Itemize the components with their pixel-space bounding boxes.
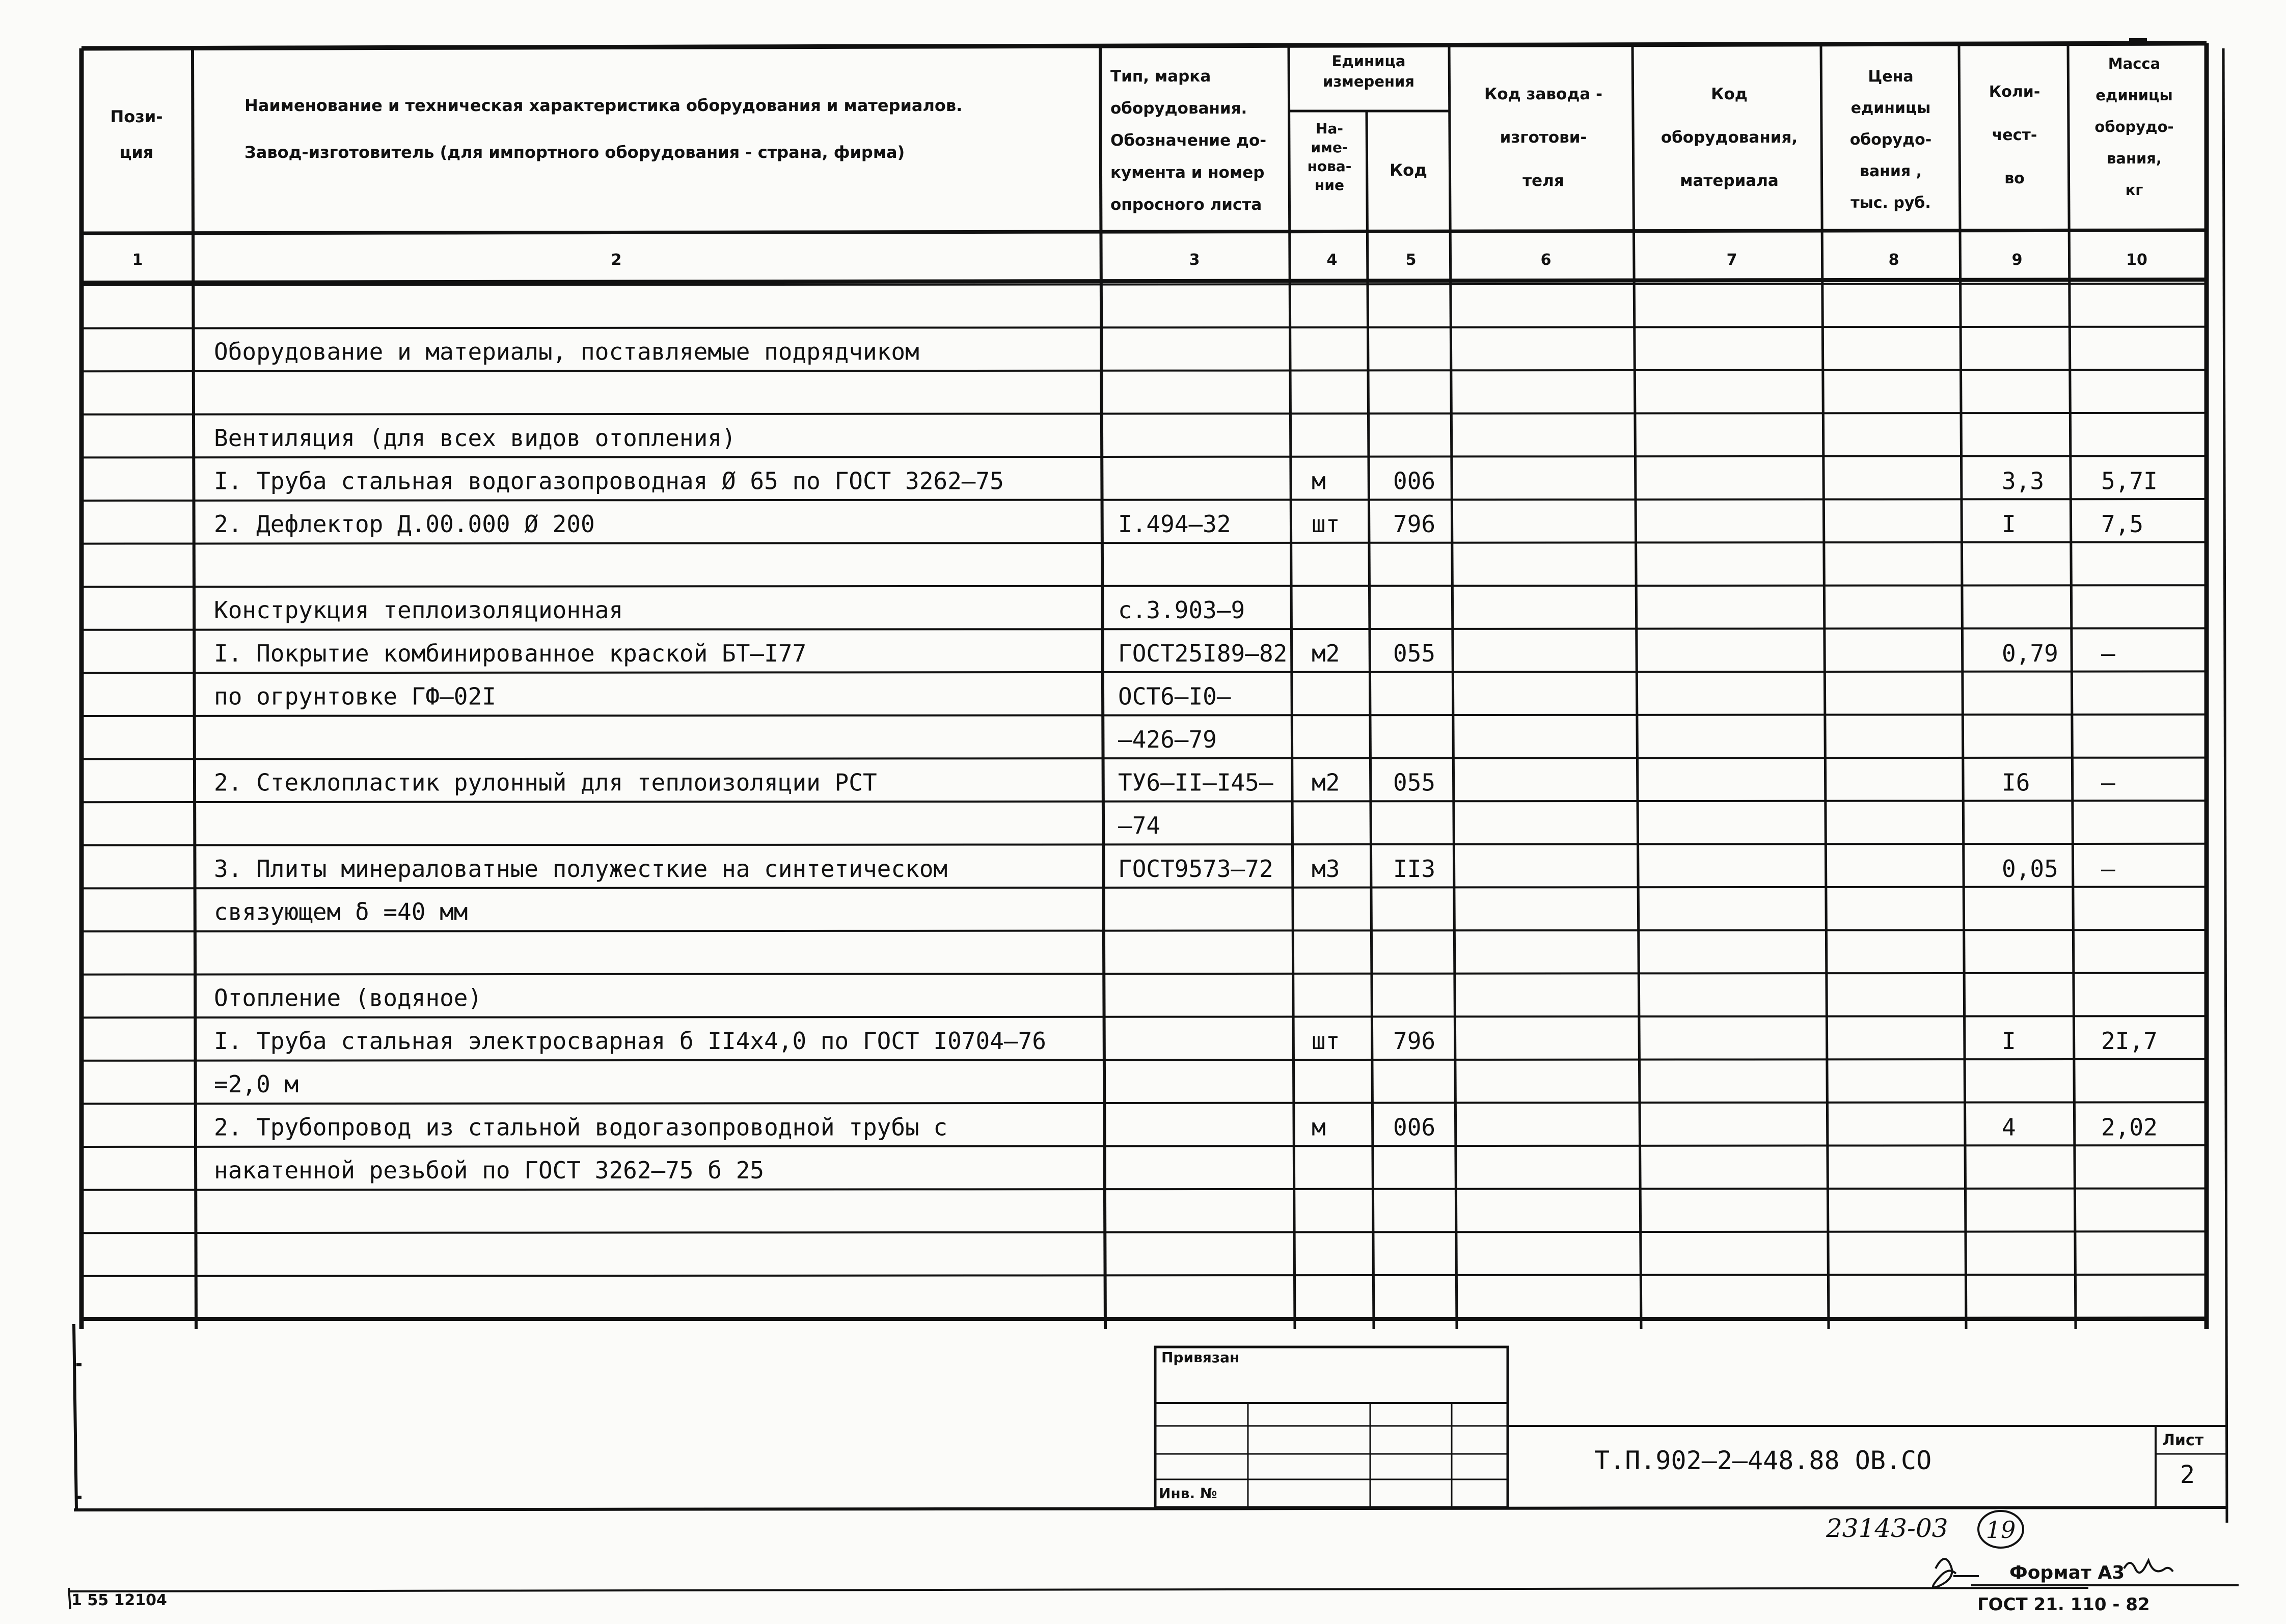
header-line: Пози- [110,107,163,126]
item-unit-code: II3 [1393,855,1436,883]
column-number: 5 [1405,251,1417,269]
item-quantity: 4 [2002,1113,2016,1141]
row-rule [81,542,2207,544]
header-line: измерения [1323,73,1414,90]
item-mass: – [2101,768,2115,796]
header-unit-code [1390,160,1427,180]
table-row [214,898,468,925]
item-unit-code: 055 [1393,768,1436,796]
item-name: связующем δ =40 мм [214,898,468,926]
standard-label: ГОСТ 21. 110 - 82 [1977,1594,2150,1615]
item-unit-code: 006 [1393,1113,1436,1141]
header-line: чест- [1992,126,2037,144]
item-name: 2. Трубопровод из стальной водогазопроводной трубы с [214,1113,948,1141]
item-name: 2. Дефлектор Д.00.000 Ø 200 [214,510,595,538]
left-code: 1 55 12104 [71,1591,167,1609]
table-row [214,1113,2158,1141]
row-rule [81,1145,2207,1147]
item-name: Вентиляция (для всех видов отопления) [214,424,736,452]
item-quantity: I [2002,510,2016,538]
table-row [214,984,482,1012]
header-line: Код [1711,85,1748,103]
row-rule [81,628,2207,630]
item-type: I.494–32 [1118,510,1231,538]
header-line: оборудо- [1849,131,1932,149]
item-type: ОСТ6–I0– [1118,682,1231,710]
item-name: 2. Стеклопластик рулонный для теплоизоляции РСТ [214,768,877,796]
row-rule [81,1231,2207,1233]
item-name: I. Труба стальная электросварная б II4х4,0 по ГОСТ I0704–76 [214,1027,1046,1055]
column-number: 4 [1326,251,1338,269]
row-rule [81,585,2207,587]
item-type: –74 [1118,812,1161,840]
header-line: кг [2125,181,2143,199]
item-quantity: 0,79 [2002,639,2058,667]
item-quantity: I [2002,1027,2016,1055]
row-rule [81,1059,2207,1061]
header-line: тыс. руб. [1850,194,1931,212]
item-quantity: 3,3 [2002,467,2045,495]
item-mass: 5,7I [2101,467,2158,495]
row-rule [81,973,2207,975]
row-rule [81,499,2207,501]
table-row [214,682,1231,710]
header-price [1850,68,1932,212]
row-rule [81,413,2207,415]
item-mass: – [2101,639,2115,667]
header-line: ция [119,143,154,162]
item-unit: м [1312,1113,1326,1141]
item-unit-code: 796 [1393,510,1436,538]
row-rule [81,370,2207,371]
header-type [1110,67,1266,214]
circled-number-text: 19 [1985,1516,2016,1544]
header-unit-name [1308,120,1352,194]
table-row [214,1070,298,1098]
item-quantity: I6 [2002,768,2030,796]
table-row [214,510,2143,538]
header-line: изготови- [1500,128,1587,147]
table-row [214,467,2158,494]
header-mass [2094,55,2173,199]
column-number: 1 [132,251,143,269]
item-type: –426–79 [1118,726,1217,753]
item-unit-code: 006 [1393,467,1436,495]
column-number: 8 [1888,251,1899,269]
row-rule [81,930,2207,931]
item-mass: – [2101,855,2115,883]
item-name: 3. Плиты минераловатные полужесткие на синтетическом [214,855,948,883]
document-designation: Т.П.902–2–448.88 ОВ.СО [1594,1446,1932,1475]
row-rule [81,456,2207,457]
header-name [244,96,962,162]
item-name: Конструкция теплоизоляционная [214,596,623,624]
table-row [214,640,2115,667]
row-rule [81,671,2207,673]
item-unit-code: 055 [1393,639,1436,667]
header-line: единицы [1850,99,1931,117]
table-row [214,1027,2158,1055]
circled-number [1978,1511,2023,1548]
row-rule [81,801,2207,802]
table-row [1118,726,1217,753]
item-type: ГОСТ25I89–82 [1118,639,1288,667]
header-line: опросного листа [1110,196,1262,214]
item-unit: м [1312,467,1326,495]
header-quantity [1989,83,2040,187]
archive-number: 23143-03 [1826,1513,1948,1543]
table-row [214,769,2115,796]
row-rule [81,1016,2207,1017]
item-name: Оборудование и материалы, поставляемые подрядчиком [214,338,919,366]
stamp-inv-label: Инв. № [1159,1485,1217,1502]
item-unit: шт [1312,1027,1340,1055]
table-row [214,1157,764,1184]
item-unit-code: 796 [1393,1027,1436,1055]
header-line: вания, [2107,150,2162,167]
header-line: оборудования. [1110,99,1247,118]
format-label: Формат А3 [2009,1562,2125,1583]
header-line: вания , [1859,162,1922,180]
header-line: Код [1390,160,1427,180]
item-unit: шт [1312,510,1340,538]
header-line: Наименование и техническая характеристика оборудования и материалов. [244,96,963,115]
header-line: ние [1315,177,1344,194]
table-row [1118,812,1160,839]
header-line: Коли- [1989,83,2040,101]
item-name: по огрунтовке ГФ–02I [214,682,496,710]
sheet-label: Лист [2162,1432,2204,1449]
column-number-row [132,251,2147,269]
item-mass: 2,02 [2101,1113,2158,1141]
item-mass: 2I,7 [2101,1027,2158,1055]
item-name: I. Труба стальная водогазопроводная Ø 65 по ГОСТ 3262–75 [214,467,1004,495]
item-name: I. Покрытие комбинированное краской БТ–I77 [214,639,807,667]
header-position [110,107,162,162]
item-quantity: 0,05 [2002,855,2058,883]
column-number: 3 [1189,251,1200,269]
header-unit-group [1323,52,1414,90]
header-plant-code [1484,85,1602,190]
header-line: кумента и номер [1110,163,1265,182]
header-line: Завод-изготовитель (для импортного оборудования - страна, фирма) [244,143,905,162]
table-row [214,596,1245,624]
header-line: единицы [2096,87,2173,104]
table-row [214,855,2115,883]
item-type: с.3.903–9 [1118,596,1245,624]
title-block [74,1324,2227,1510]
item-name: =2,0 м [214,1070,299,1098]
header-line: нова- [1307,158,1352,175]
header-line: Единица [1331,52,1406,70]
row-rule [81,1189,2207,1190]
item-unit: м3 [1312,855,1340,883]
table-header [110,52,2173,214]
item-name: накатенной резьбой по ГОСТ 3262–75 б 25 [214,1157,765,1184]
row-rule [81,714,2207,716]
header-equipment-code [1661,85,1798,190]
item-type: ГОСТ9573–72 [1118,855,1273,883]
header-line: материала [1680,172,1779,190]
header-line: оборудо- [2094,118,2174,135]
column-number: 10 [2126,251,2147,269]
column-number: 9 [2011,251,2023,269]
item-unit: м2 [1312,768,1340,796]
sheet-number: 2 [2180,1461,2195,1489]
table-body [214,338,2158,1184]
header-line: Масса [2108,55,2161,72]
table-row [214,338,919,366]
table-row [214,424,736,452]
header-line: На- [1316,120,1343,137]
item-name: Отопление (водяное) [214,984,482,1012]
header-line: име- [1311,139,1348,156]
row-rule [81,1275,2207,1276]
column-number: 6 [1540,251,1552,269]
column-number: 2 [611,251,622,269]
row-rule [81,844,2207,845]
header-line: оборудования, [1661,128,1798,147]
item-type: ТУ6–II–I45– [1118,768,1273,796]
item-unit: м2 [1312,639,1340,667]
header-line: Тип, марка [1110,67,1211,86]
item-mass: 7,5 [2101,510,2144,538]
column-number: 7 [1726,251,1737,269]
row-rule [81,1102,2207,1104]
header-line: теля [1522,172,1564,190]
row-rule [81,758,2207,759]
header-line: Цена [1868,68,1914,86]
header-line: Код завода - [1484,85,1602,103]
header-line: Обозначение до- [1110,131,1267,150]
row-rule [81,327,2207,328]
row-rule [81,887,2207,888]
header-line: во [2004,170,2025,187]
stamp-linked-label: Привязан [1161,1349,1240,1366]
